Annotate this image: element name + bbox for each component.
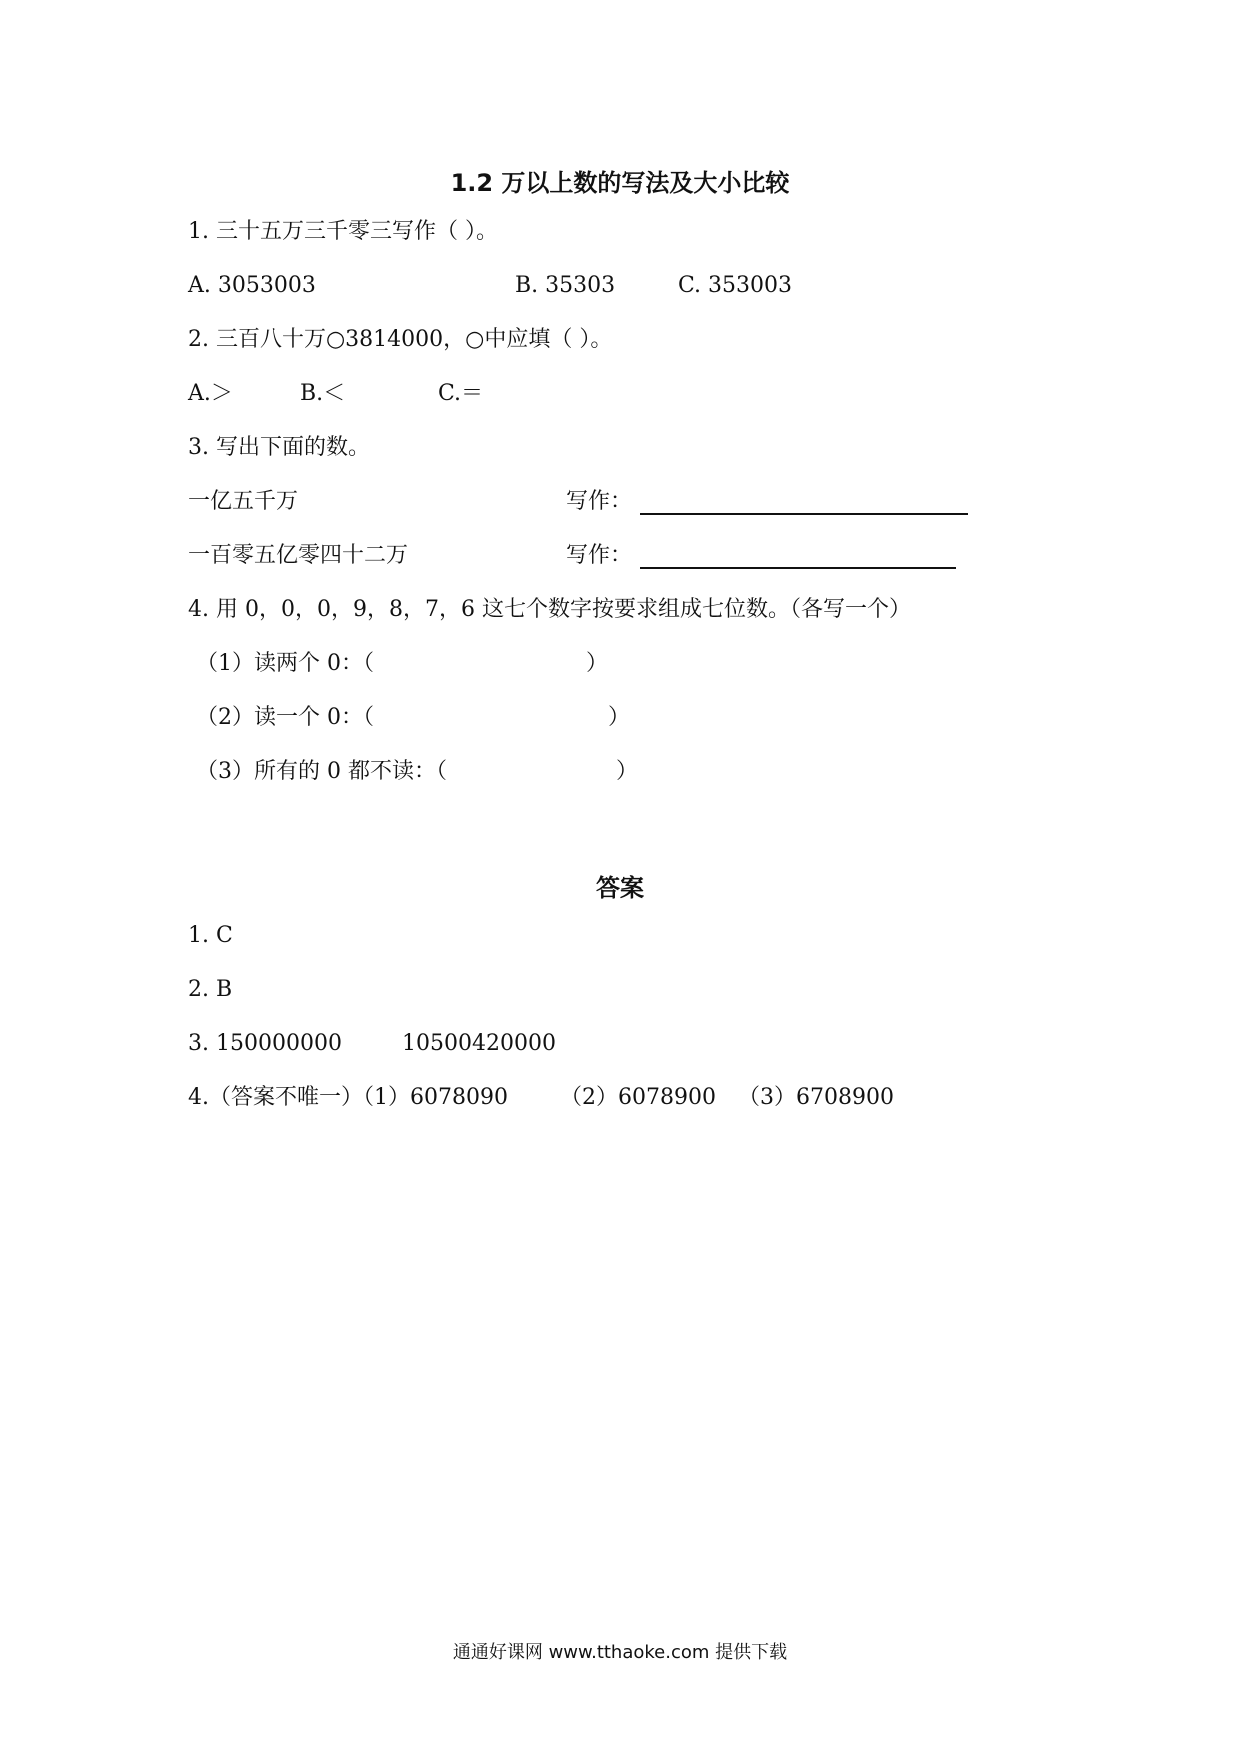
answers-title: 答案: [596, 874, 644, 902]
answer-4-part-2: （2）6078900: [560, 1085, 716, 1110]
q2-stem: 2. 三百八十万○3814000，○中应填（ ）。: [188, 327, 613, 352]
q2-option-a: A.＞: [188, 381, 233, 406]
answer-4-part-1: 4.（答案不唯一）（1）6078090: [188, 1085, 508, 1110]
answer-3-part-2: 10500420000: [402, 1031, 556, 1056]
q4-part-2-close: ）: [608, 705, 631, 730]
page-title: 1.2 万以上数的写法及大小比较: [450, 169, 790, 197]
q3-item-2-label: 写作：: [566, 543, 633, 568]
q3-stem: 3. 写出下面的数。: [188, 435, 370, 460]
q3-item-1-answer-line[interactable]: [640, 513, 968, 515]
answer-3-part-1: 3. 150000000: [188, 1031, 342, 1056]
footer-credit: 通通好课网 www.tthaoke.com 提供下载: [452, 1642, 788, 1663]
answer-2: 2. B: [188, 977, 233, 1002]
q3-item-1-text: 一亿五千万: [188, 489, 299, 514]
q3-item-2-answer-line[interactable]: [640, 567, 956, 569]
q1-option-c: C. 353003: [678, 273, 793, 298]
q4-stem: 4. 用 0，0，0，9，8，7，6 这七个数字按要求组成七位数。（各写一个）: [188, 597, 911, 622]
q1-option-a: A. 3053003: [188, 273, 316, 298]
q2-option-c: C.＝: [438, 381, 484, 406]
q4-part-1-open: （1）读两个 0：（: [196, 651, 374, 676]
q2-option-b: B.＜: [300, 381, 346, 406]
q4-part-3-open: （3）所有的 0 都不读：（: [196, 759, 447, 784]
q1-stem: 1. 三十五万三千零三写作（ ）。: [188, 219, 498, 244]
q1-option-b: B. 35303: [515, 273, 616, 298]
q4-part-2-open: （2）读一个 0：（: [196, 705, 374, 730]
q3-item-1-label: 写作：: [566, 489, 633, 514]
answer-1: 1. C: [188, 923, 233, 948]
answer-4-part-3: （3）6708900: [738, 1085, 894, 1110]
q4-part-1-close: ）: [586, 651, 609, 676]
q4-part-3-close: ）: [616, 759, 639, 784]
q3-item-2-text: 一百零五亿零四十二万: [188, 543, 409, 568]
